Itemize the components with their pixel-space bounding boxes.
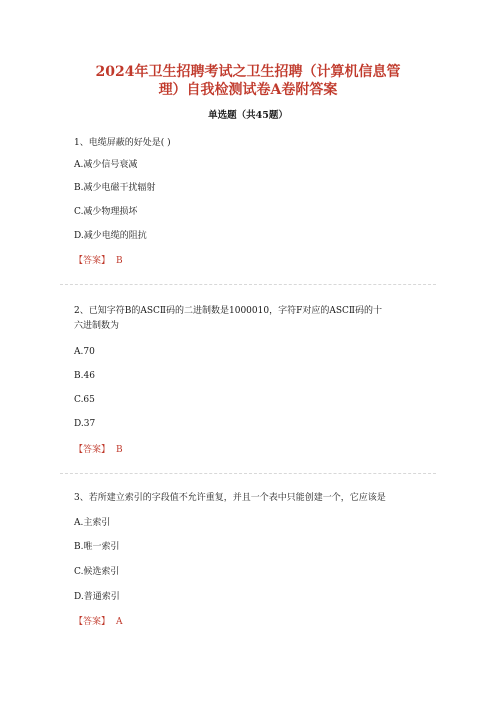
answer-label: 【答案】 bbox=[74, 256, 111, 266]
document-title-line-1: 2024年卫生招聘考试之卫生招聘（计算机信息管 bbox=[95, 64, 401, 80]
answer-label: 【答案】 bbox=[74, 445, 111, 455]
question-divider bbox=[60, 473, 436, 474]
question-1-option-b: B.减少电磁干扰辐射 bbox=[74, 183, 156, 193]
answer-value: B bbox=[116, 445, 123, 455]
question-2-option-a: A.70 bbox=[74, 347, 95, 357]
question-1-answer bbox=[74, 255, 123, 267]
question-2-answer bbox=[74, 444, 123, 456]
answer-value: B bbox=[116, 256, 123, 266]
question-2-stem-line-1: 2、已知字符B的ASCⅡ码的二进制数是1000010，字符F对应的ASCⅡ码的十 bbox=[74, 306, 383, 316]
answer-label: 【答案】 bbox=[74, 617, 111, 627]
question-divider bbox=[60, 284, 436, 285]
question-2-option-b: B.46 bbox=[74, 371, 95, 381]
question-1-stem: 1、电缆屏蔽的好处是( ) bbox=[74, 138, 171, 148]
question-3-option-d: D.普通索引 bbox=[74, 592, 120, 602]
question-3-answer bbox=[74, 616, 123, 628]
question-3-option-a: A.主索引 bbox=[74, 518, 111, 528]
answer-value: A bbox=[116, 617, 123, 627]
document-title-line-2: 理）自我检测试卷A卷附答案 bbox=[158, 82, 338, 98]
question-2-option-c: C.65 bbox=[74, 395, 95, 405]
question-3-option-b: B.唯一索引 bbox=[74, 542, 120, 552]
question-1-option-d: D.减少电缆的阻抗 bbox=[74, 231, 147, 241]
question-3-stem: 3、若所建立索引的字段值不允许重复，并且一个表中只能创建一个，它应该是 bbox=[74, 493, 386, 503]
question-2-stem-line-2: 六进制数为 bbox=[74, 321, 120, 331]
section-heading: 单选题（共45题） bbox=[208, 110, 288, 121]
question-1-option-a: A.减少信号衰减 bbox=[74, 160, 138, 170]
question-1-option-c: C.减少物理损坏 bbox=[74, 207, 138, 217]
question-3-option-c: C.候选索引 bbox=[74, 567, 120, 577]
question-2-option-d: D.37 bbox=[74, 419, 96, 429]
